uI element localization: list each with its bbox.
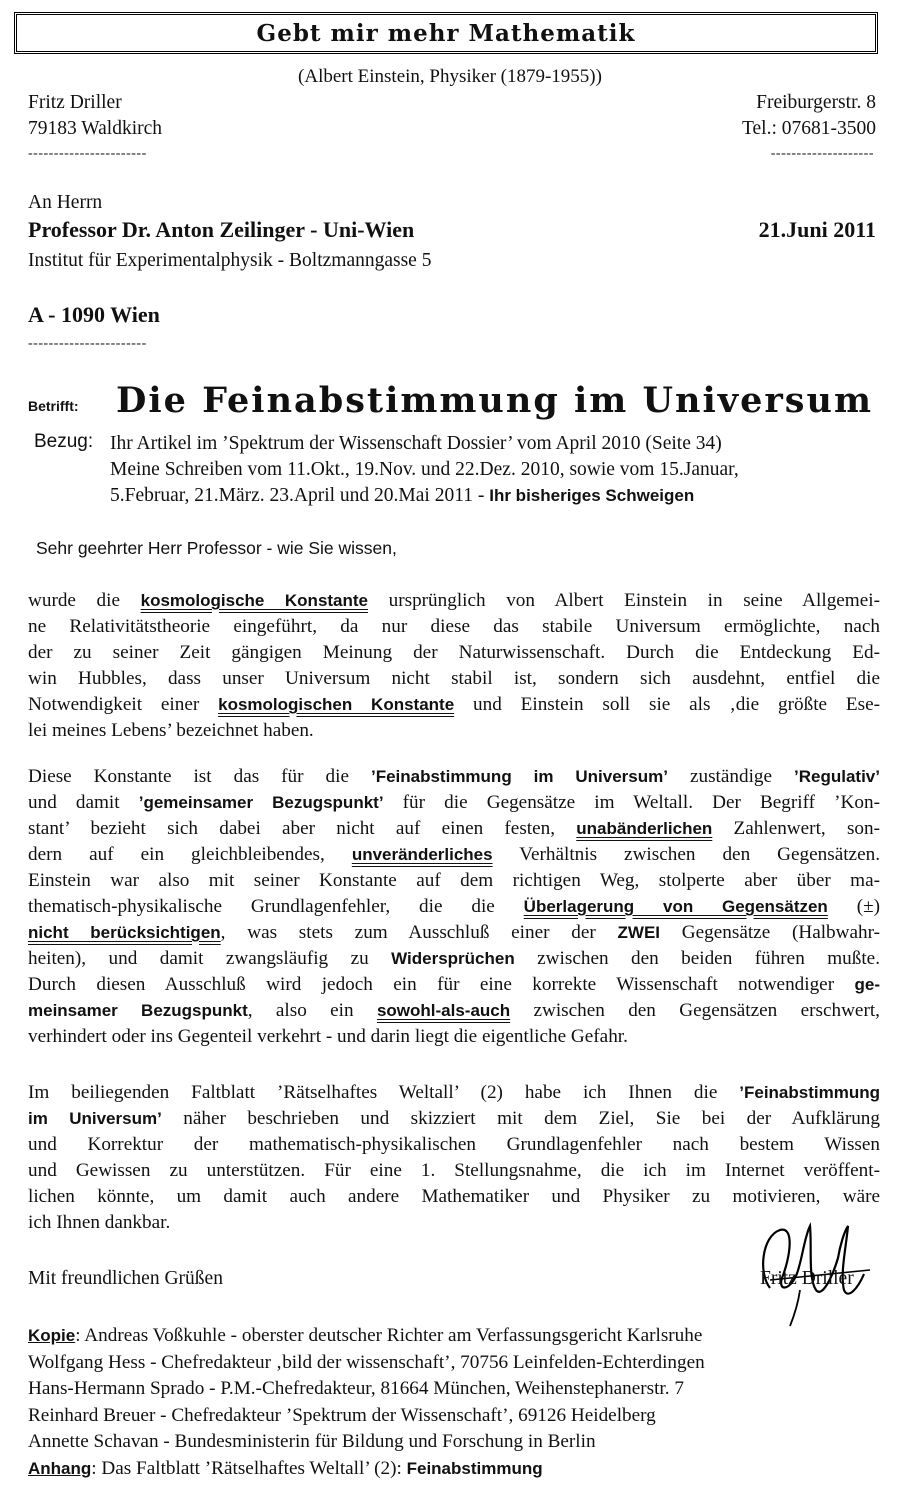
term-in-universe: im Universum’ <box>28 1109 162 1128</box>
recipient-city: A - 1090 Wien <box>28 302 160 327</box>
term-regulativ: ’Regulativ’ <box>794 767 880 786</box>
paragraph-line: und damit ’gemeinsamer Bezugspunkt’ für die Gegensätze im Weltall. Der Begriff ’Kon- <box>28 792 880 813</box>
term-common-start: ge- <box>854 975 880 994</box>
paragraph-line: lei meines Lebens’ bezeichnet haben. <box>28 720 314 741</box>
sender-block <box>28 90 162 142</box>
paragraph-line: heiten), und damit zwangsläufig zu Widersprüchen zwischen den beiden führen mußte. <box>28 948 880 969</box>
paragraph-line: thematisch-physikalische Grundlagenfehler, die die Überlagerung von Gegensätzen (±) <box>28 896 881 917</box>
paragraph-line: stant’ bezieht sich dabei aber nicht auf einen festen, unabänderlichen Zahlenwert, son- <box>28 818 880 839</box>
greeting: Sehr geehrter Herr Professor - wie Sie wissen, <box>36 538 397 558</box>
paragraph-line: nicht berücksichtigen, was stets zum Ausschluß einer der ZWEI Gegensätze (Halbwahr- <box>28 922 881 943</box>
recipient-salutation: An Herrn <box>28 192 103 213</box>
divider-recipient: ----------------------- <box>28 336 147 351</box>
paragraph-line: der zu seiner Zeit gängigen Meinung der Naturwissenschaft. Durch die Entdeckung Ed- <box>28 642 880 663</box>
paragraph-line: ne Relativitätstheorie eingeführt, da nur diese das stabile Universum ermöglichte, nach <box>28 616 880 637</box>
term-fine-tuning-2: ’Feinabstimmung <box>739 1083 880 1102</box>
attachment-label: Anhang <box>28 1458 92 1478</box>
sender-street: Freiburgerstr. 8 <box>756 92 876 113</box>
reference-line-3 <box>110 483 739 509</box>
paragraph-line: win Hubbles, dass unser Universum nicht stabil ist, sondern sich ausdehnt, entfiel die <box>28 668 880 689</box>
paragraph-line: lichen könnte, um damit auch andere Mathematiker und Physiker zu motivieren, wäre <box>28 1186 880 1207</box>
paragraph-line: und Gewissen zu unterstützen. Für eine 1. Stellungsnahme, die ich im Internet veröffent- <box>28 1160 880 1181</box>
letter-title: Gebt mir mehr Mathematik <box>256 19 636 47</box>
recipient-institute: Institut für Experimentalphysik - Boltzmanngasse 5 <box>28 250 432 271</box>
paragraph-2 <box>28 764 880 1050</box>
closing-phrase: Mit freundlichen Grüßen <box>28 1268 223 1289</box>
term-superposition: Überlagerung von Gegensätzen <box>523 897 828 916</box>
paragraph-line: dern auf ein gleichbleibendes, unveränderliches Verhältnis zwischen den Gegensätzen. <box>28 844 880 865</box>
subject-title: Die Feinabstimmung im Universum <box>116 380 873 421</box>
reference-line-3-text: 5.Februar, 21.März. 23.April und 20.Mai 2011 - <box>110 485 490 506</box>
sender-address-block <box>742 90 876 142</box>
attachment-title: Feinabstimmung <box>406 1458 543 1478</box>
term-common-reference: ’gemeinsamer Bezugspunkt’ <box>138 793 384 812</box>
reference-silence: Ihr bisheriges Schweigen <box>489 486 695 505</box>
reference-block <box>110 431 739 509</box>
reference-line-1: Ihr Artikel im ’Spektrum der Wissenschaft Dossier’ vom April 2010 (Seite 34) <box>110 433 722 454</box>
copies-label: Kopie <box>28 1326 76 1345</box>
sender-city: 79183 Waldkirch <box>28 118 163 139</box>
copy-line: Kopie: Andreas Voßkuhle - oberster deutscher Richter am Verfassungsgericht Karlsruhe <box>28 1325 703 1346</box>
term-unchangeable: unabänderlichen <box>576 819 713 838</box>
quote-source: (Albert Einstein, Physiker (1879-1955)) <box>298 66 602 87</box>
paragraph-line: wurde die kosmologische Konstante ursprünglich von Albert Einstein in seine Allgemei- <box>28 590 880 611</box>
attachment-line: Anhang: Das Faltblatt ’Rätselhaftes Weltall’ (2): Feinabstimmung <box>28 1457 543 1479</box>
term-contradictions: Widersprüchen <box>391 949 515 968</box>
reference-label: Bezug: <box>34 431 94 452</box>
term-zwei: ZWEI <box>617 923 661 942</box>
copies-block <box>28 1323 705 1482</box>
term-cosmological-constant: kosmologische Konstante <box>140 591 369 610</box>
reference-line-2: Meine Schreiben vom 11.Okt., 19.Nov. und 22.Dez. 2010, sowie vom 15.Januar, <box>110 459 739 480</box>
paragraph-line: Im beiliegenden Faltblatt ’Rätselhaftes Weltall’ (2) habe ich Ihnen die ’Feinabstimmung <box>28 1082 880 1103</box>
divider-left: ----------------------- <box>28 146 147 161</box>
paragraph-line: verhindert oder ins Gegenteil verkehrt - und darin liegt die eigentliche Gefahr. <box>28 1026 628 1047</box>
recipient-name: Professor Dr. Anton Zeilinger - Uni-Wien <box>28 217 415 242</box>
term-cosmological-constant-2: kosmologischen Konstante <box>218 695 455 714</box>
copy-line: Hans-Hermann Sprado - P.M.-Chefredakteur, 81664 München, Weihenstephanerstr. 7 <box>28 1378 684 1399</box>
signature-name: Fritz Driller <box>760 1268 854 1289</box>
copy-line: Annette Schavan - Bundesministerin für Bildung und Forschung in Berlin <box>28 1431 596 1452</box>
subject-label: Betrifft: <box>28 398 79 414</box>
paragraph-3 <box>28 1080 880 1236</box>
paragraph-line: meinsamer Bezugspunkt, also ein sowohl-als-auch zwischen den Gegensätzen erschwert, <box>28 1000 880 1021</box>
divider-right: -------------------- <box>770 146 874 161</box>
sender-name: Fritz Driller <box>28 92 122 113</box>
term-invariable: unveränderliches <box>351 845 493 864</box>
paragraph-line: Durch diesen Ausschluß wird jedoch ein für eine korrekte Wissenschaft notwendiger ge- <box>28 974 880 995</box>
paragraph-line: ich Ihnen dankbar. <box>28 1212 171 1233</box>
letter-date: 21.Juni 2011 <box>758 217 876 242</box>
paragraph-line: Einstein war also mit seiner Konstante auf dem richtigen Weg, stolperte aber über ma- <box>28 870 880 891</box>
term-not-considered: nicht berücksichtigen <box>28 923 221 942</box>
paragraph-line: im Universum’ näher beschrieben und skizziert mit dem Ziel, Sie bei der Aufklärung <box>28 1108 880 1129</box>
letter-title-box <box>14 12 878 54</box>
paragraph-1 <box>28 588 880 744</box>
paragraph-line: Notwendigkeit einer kosmologischen Konstante und Einstein soll sie als ‚die größte Ese- <box>28 694 880 715</box>
term-common-reference-2: meinsamer Bezugspunkt <box>28 1001 248 1020</box>
term-both-and: sowohl-als-auch <box>376 1001 511 1020</box>
copy-line: Wolfgang Hess - Chefredakteur ‚bild der wissenschaft’, 70756 Leinfelden-Echterdingen <box>28 1351 705 1373</box>
term-fine-tuning: ’Feinabstimmung im Universum’ <box>370 767 668 786</box>
paragraph-line: und Korrektur der mathematisch-physikalischen Grundlagenfehler nach bestem Wissen <box>28 1134 880 1155</box>
paragraph-line: Diese Konstante ist das für die ’Feinabstimmung im Universum’ zuständige ’Regulativ’ <box>28 766 880 787</box>
sender-phone: Tel.: 07681-3500 <box>741 118 876 139</box>
copy-line: Reinhard Breuer - Chefredakteur ’Spektrum der Wissenschaft’, 69126 Heidelberg <box>28 1404 656 1426</box>
